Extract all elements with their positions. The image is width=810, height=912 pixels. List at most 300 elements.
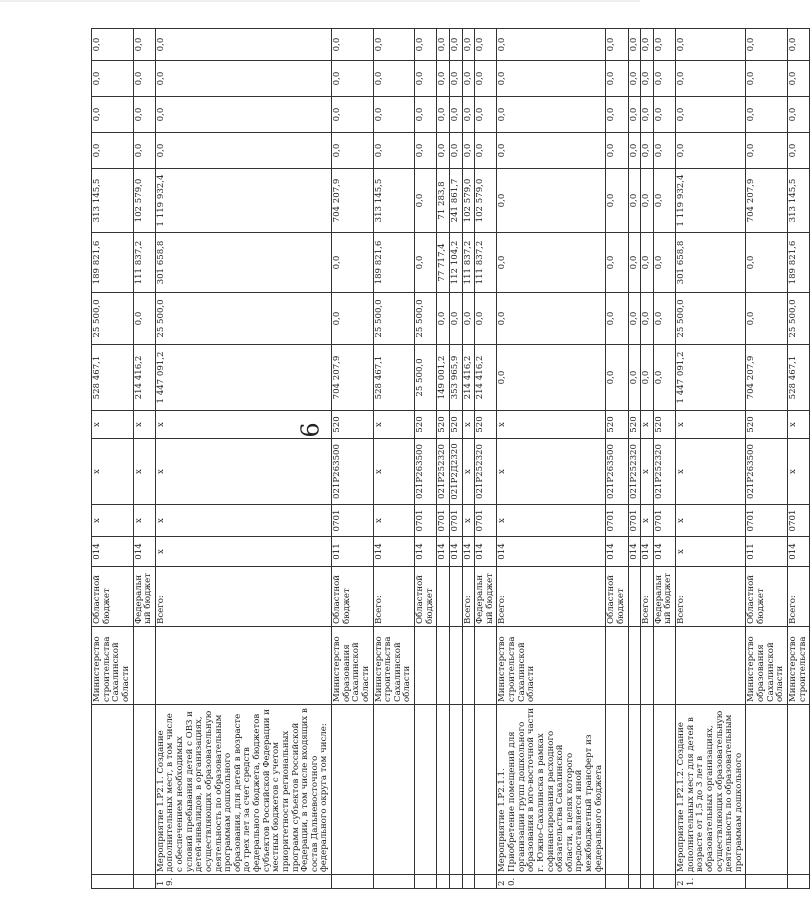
executor: Министерство строительства [787,627,809,705]
row-number [373,875,415,889]
total-value: 0,0 [653,345,675,411]
executor: Министерство строительства Сахалинской области [497,627,606,705]
year-value: 241 861,7 [449,169,462,233]
table-row [155,29,331,889]
section-code: 0701 [437,505,450,537]
grbs-code: x [155,537,331,567]
year-value: 0,0 [133,97,155,133]
year-value: 704 207,9 [332,169,374,233]
expense-type: x [497,411,606,439]
year-value: 0,0 [746,233,788,293]
funding-source: Всего: [676,567,746,627]
year-value: 0,0 [449,293,462,345]
budget-table [91,28,810,889]
event-name [475,705,497,875]
year-value: 0,0 [437,97,450,133]
year-value: 0,0 [676,133,746,169]
funding-source: Областной бюджет [92,567,134,627]
year-value: 0,0 [653,293,675,345]
year-value: 0,0 [462,97,475,133]
year-value: 0,0 [746,61,788,97]
year-value: 0,0 [653,233,675,293]
year-value: 0,0 [373,61,415,97]
total-value: 528 467,1 [373,345,415,411]
target-article: 021Р263500 [332,439,374,505]
year-value: 0,0 [641,293,654,345]
grbs-code: 014 [475,537,497,567]
table-row [133,29,155,889]
total-value: 0,0 [606,345,628,411]
grbs-code: 014 [92,537,134,567]
expense-type: x [787,411,809,439]
year-value: 0,0 [606,233,628,293]
executor [449,627,462,705]
scan-edge [0,0,640,2]
year-value: 0,0 [332,293,374,345]
target-article: 021Р2Д2320 [449,439,462,505]
section-code: x [133,505,155,537]
year-value: 0,0 [628,29,641,61]
target-article: x [787,439,809,505]
section-code: 0701 [415,505,437,537]
target-article: x [676,439,746,505]
grbs-code: 011 [332,537,374,567]
grbs-code: 014 [449,537,462,567]
year-value: 102 579,0 [133,169,155,233]
total-value: 353 965,9 [449,345,462,411]
expense-type: 520 [746,411,788,439]
year-value: 0,0 [475,133,497,169]
year-value: 111 837,2 [475,233,497,293]
section-code: x [497,505,606,537]
year-value: 0,0 [628,169,641,233]
year-value: 0,0 [475,293,497,345]
year-value: 0,0 [133,293,155,345]
target-article: x [133,439,155,505]
executor [641,627,654,705]
event-name: Мероприятие 1.Р2.1.1. Приобретение помещений для организации групп дошкольного образования в юго-восточной части г. Южно-Сахалинска в рамках софинансирования расходного обязательства Сахалинской области, в целях которого предоставляется иной межбюджетный трансферт из федерального бюджета [497,705,606,875]
target-article: 021Р263500 [415,439,437,505]
event-name [606,705,628,875]
year-value: 0,0 [676,29,746,61]
section-code: 0701 [475,505,497,537]
event-name [92,705,134,875]
expense-type: x [676,411,746,439]
executor [155,627,331,705]
executor [475,627,497,705]
year-value: 0,0 [787,29,809,61]
funding-source: Всего: [641,567,654,627]
expense-type: 520 [437,411,450,439]
event-name [332,705,374,875]
year-value: 0,0 [653,97,675,133]
year-value: 313 145,5 [787,169,809,233]
year-value: 0,0 [497,61,606,97]
year-value: 0,0 [475,97,497,133]
table-row [332,29,374,889]
year-value: 0,0 [606,61,628,97]
table-row [746,29,788,889]
year-value: 0,0 [332,29,374,61]
year-value: 0,0 [332,233,374,293]
total-value: 528 467,1 [787,345,809,411]
year-value: 0,0 [437,293,450,345]
executor: Министерство образования Сахалинской области [332,627,374,705]
grbs-code: x [676,537,746,567]
funding-source: Всего: [787,567,809,627]
row-number: 19. [155,875,331,889]
year-value: 0,0 [641,169,654,233]
year-value: 25 500,0 [155,293,331,345]
year-value: 0,0 [475,29,497,61]
year-value: 111 837,2 [462,233,475,293]
year-value: 0,0 [449,29,462,61]
executor [462,627,475,705]
year-value: 1 119 932,4 [155,169,331,233]
year-value: 102 579,0 [462,169,475,233]
row-number [437,875,450,889]
section-code: 0701 [449,505,462,537]
executor [415,627,437,705]
year-value: 0,0 [641,97,654,133]
row-number [449,875,462,889]
section-code: 0701 [606,505,628,537]
table-row [628,29,641,889]
row-number [746,875,788,889]
total-value: 0,0 [641,345,654,411]
row-number [606,875,628,889]
target-article: x [92,439,134,505]
funding-source: Всего: [155,567,331,627]
funding-source: Федеральный бюджет [653,567,675,627]
year-value: 112 104,2 [449,233,462,293]
executor [628,627,641,705]
funding-source: Всего: [373,567,415,627]
section-code: x [92,505,134,537]
year-value: 0,0 [133,133,155,169]
total-value: 704 207,9 [332,345,374,411]
year-value: 0,0 [415,29,437,61]
year-value: 0,0 [641,233,654,293]
year-value: 0,0 [415,97,437,133]
year-value: 0,0 [787,61,809,97]
expense-type: x [155,411,331,439]
year-value: 102 579,0 [475,169,497,233]
year-value: 0,0 [653,133,675,169]
row-number [133,875,155,889]
year-value: 0,0 [676,97,746,133]
target-article: x [641,439,654,505]
year-value: 0,0 [653,29,675,61]
event-name [373,705,415,875]
year-value: 0,0 [641,133,654,169]
grbs-code: 014 [497,537,606,567]
expense-type: 520 [415,411,437,439]
year-value: 0,0 [746,133,788,169]
total-value: 528 467,1 [92,345,134,411]
year-value: 0,0 [787,133,809,169]
section-code: x [676,505,746,537]
year-value: 0,0 [415,169,437,233]
year-value: 0,0 [449,133,462,169]
year-value: 0,0 [373,29,415,61]
event-name: Мероприятие 1.Р2.1.2. Создание дополнительных мест для детей в возрасте от 1,5 до 3 лет в образовательных организациях, осуществляющих образовательную деятельность по образовательным программам дошкольного [676,705,746,875]
grbs-code: 014 [653,537,675,567]
year-value: 25 500,0 [373,293,415,345]
year-value: 0,0 [92,133,134,169]
row-number [628,875,641,889]
section-code: x [641,505,654,537]
table-body [92,29,810,889]
year-value: 25 500,0 [787,293,809,345]
year-value: 1 119 932,4 [676,169,746,233]
event-name: Мероприятие 1.Р2.1. Создание дополнительных мест, в том числе с обеспечением необходимых условий пребывания детей с ОВЗ и детей-инвалидов, в организациях, осуществляющих образовательную деятельность по образовательным программам дошкольного образования, для детей в возрасте до трех лет за счет средств федерального бюджета, бюджетов субъектов Российской Федерации и местных бюджетов с учетом приоритетности региональных программ субъектов Российской Федерации, в том числе входящих в состав Дальневосточного федерального округа том числе: [155,705,331,875]
year-value: 71 283,8 [437,169,450,233]
year-value: 0,0 [462,133,475,169]
target-article: 021Р252320 [653,439,675,505]
year-value: 0,0 [497,293,606,345]
funding-source: Всего: [497,567,606,627]
year-value: 0,0 [415,61,437,97]
event-name [415,705,437,875]
year-value: 0,0 [606,169,628,233]
expense-type: 520 [606,411,628,439]
table-row [449,29,462,889]
year-value: 313 145,5 [373,169,415,233]
event-name [133,705,155,875]
year-value: 301 658,8 [155,233,331,293]
grbs-code: 011 [746,537,788,567]
section-code: x [462,505,475,537]
expense-type: 520 [653,411,675,439]
table-row [676,29,746,889]
section-code: 0701 [787,505,809,537]
row-number [415,875,437,889]
year-value: 0,0 [628,97,641,133]
page-number: 6 [296,422,325,438]
funding-source [437,567,450,627]
year-value: 0,0 [155,29,331,61]
event-name [787,705,809,875]
event-name [641,705,654,875]
row-number [641,875,654,889]
section-code: x [373,505,415,537]
year-value: 0,0 [373,97,415,133]
total-value: 25 500,0 [415,345,437,411]
year-value: 0,0 [628,233,641,293]
row-number [653,875,675,889]
funding-source: Областной бюджет [746,567,788,627]
executor: Министерство образования Сахалинской области [746,627,788,705]
event-name [653,705,675,875]
expense-type: x [133,411,155,439]
year-value: 0,0 [92,97,134,133]
year-value: 0,0 [462,293,475,345]
funding-source: Областной бюджет [332,567,374,627]
event-name [437,705,450,875]
year-value: 189 821,6 [92,233,134,293]
year-value: 0,0 [628,293,641,345]
expense-type: 520 [628,411,641,439]
grbs-code: 014 [437,537,450,567]
expense-type: 520 [475,411,497,439]
section-code: 0701 [653,505,675,537]
funding-source [628,567,641,627]
year-value: 704 207,9 [746,169,788,233]
table-row [641,29,654,889]
year-value: 0,0 [628,61,641,97]
year-value: 0,0 [133,29,155,61]
target-article: 021Р252320 [628,439,641,505]
section-code: x [155,505,331,537]
target-article: 021Р252320 [437,439,450,505]
table-row [475,29,497,889]
year-value: 0,0 [332,133,374,169]
total-value: 0,0 [497,345,606,411]
year-value: 189 821,6 [787,233,809,293]
year-value: 0,0 [449,61,462,97]
year-value: 0,0 [373,133,415,169]
year-value: 0,0 [746,29,788,61]
year-value: 0,0 [497,29,606,61]
total-value: 0,0 [628,345,641,411]
table-row [92,29,134,889]
expense-type: x [92,411,134,439]
grbs-code: 014 [462,537,475,567]
expense-type: 520 [449,411,462,439]
year-value: 0,0 [475,61,497,97]
expense-type: x [641,411,654,439]
year-value: 0,0 [497,233,606,293]
year-value: 0,0 [155,61,331,97]
grbs-code: 014 [415,537,437,567]
table-row [462,29,475,889]
section-code: 0701 [746,505,788,537]
grbs-code: 014 [133,537,155,567]
year-value: 0,0 [628,133,641,169]
year-value: 0,0 [462,61,475,97]
year-value: 0,0 [497,133,606,169]
year-value: 77 717,4 [437,233,450,293]
funding-source: Федеральный бюджет [133,567,155,627]
total-value: 214 416,2 [462,345,475,411]
row-number [475,875,497,889]
year-value: 0,0 [449,97,462,133]
year-value: 111 837,2 [133,233,155,293]
year-value: 0,0 [746,293,788,345]
year-value: 0,0 [437,61,450,97]
target-article: x [497,439,606,505]
target-article: x [155,439,331,505]
year-value: 0,0 [746,97,788,133]
year-value: 0,0 [92,29,134,61]
year-value: 0,0 [787,97,809,133]
year-value: 0,0 [155,97,331,133]
row-number [462,875,475,889]
grbs-code: 014 [628,537,641,567]
section-code: 0701 [628,505,641,537]
executor [437,627,450,705]
grbs-code: 014 [787,537,809,567]
year-value: 25 500,0 [415,293,437,345]
year-value: 0,0 [497,97,606,133]
year-value: 0,0 [606,97,628,133]
year-value: 0,0 [332,97,374,133]
target-article: 021Р252320 [475,439,497,505]
funding-source: Областной бюджет [415,567,437,627]
total-value: 1 447 091,2 [676,345,746,411]
year-value: 313 145,5 [92,169,134,233]
total-value: 214 416,2 [475,345,497,411]
target-article: 021Р263500 [606,439,628,505]
executor [133,627,155,705]
year-value: 301 658,8 [676,233,746,293]
executor [676,627,746,705]
event-name [462,705,475,875]
year-value: 0,0 [437,29,450,61]
year-value: 0,0 [437,133,450,169]
year-value: 0,0 [462,29,475,61]
section-code: 0701 [332,505,374,537]
table-row [787,29,809,889]
year-value: 189 821,6 [373,233,415,293]
grbs-code: 014 [641,537,654,567]
event-name [628,705,641,875]
year-value: 0,0 [415,133,437,169]
target-article: x [462,439,475,505]
expense-type: 520 [332,411,374,439]
year-value: 25 500,0 [92,293,134,345]
total-value: 1 447 091,2 [155,345,331,411]
year-value: 0,0 [92,61,134,97]
year-value: 0,0 [155,133,331,169]
grbs-code: 014 [373,537,415,567]
grbs-code: 014 [606,537,628,567]
total-value: 214 416,2 [133,345,155,411]
year-value: 0,0 [641,29,654,61]
total-value: 149 001,2 [437,345,450,411]
executor [653,627,675,705]
year-value: 0,0 [332,61,374,97]
table-row [653,29,675,889]
funding-source [449,567,462,627]
table-row [415,29,437,889]
year-value: 0,0 [653,169,675,233]
event-name [449,705,462,875]
rotated-table-wrapper [91,29,808,889]
year-value: 0,0 [641,61,654,97]
funding-source: Федеральный бюджет [475,567,497,627]
row-number [332,875,374,889]
year-value: 0,0 [133,61,155,97]
table-row [606,29,628,889]
year-value: 25 500,0 [676,293,746,345]
year-value: 0,0 [653,61,675,97]
row-number [787,875,809,889]
year-value: 0,0 [676,61,746,97]
funding-source: Всего: [462,567,475,627]
executor: Министерство строительства Сахалинской области [92,627,134,705]
expense-type: x [462,411,475,439]
year-value: 0,0 [606,133,628,169]
table-row [373,29,415,889]
executor [606,627,628,705]
target-article: 021Р263500 [746,439,788,505]
table-row [497,29,606,889]
event-name [746,705,788,875]
row-number: 21. [676,875,746,889]
funding-source: Областной бюджет [606,567,628,627]
